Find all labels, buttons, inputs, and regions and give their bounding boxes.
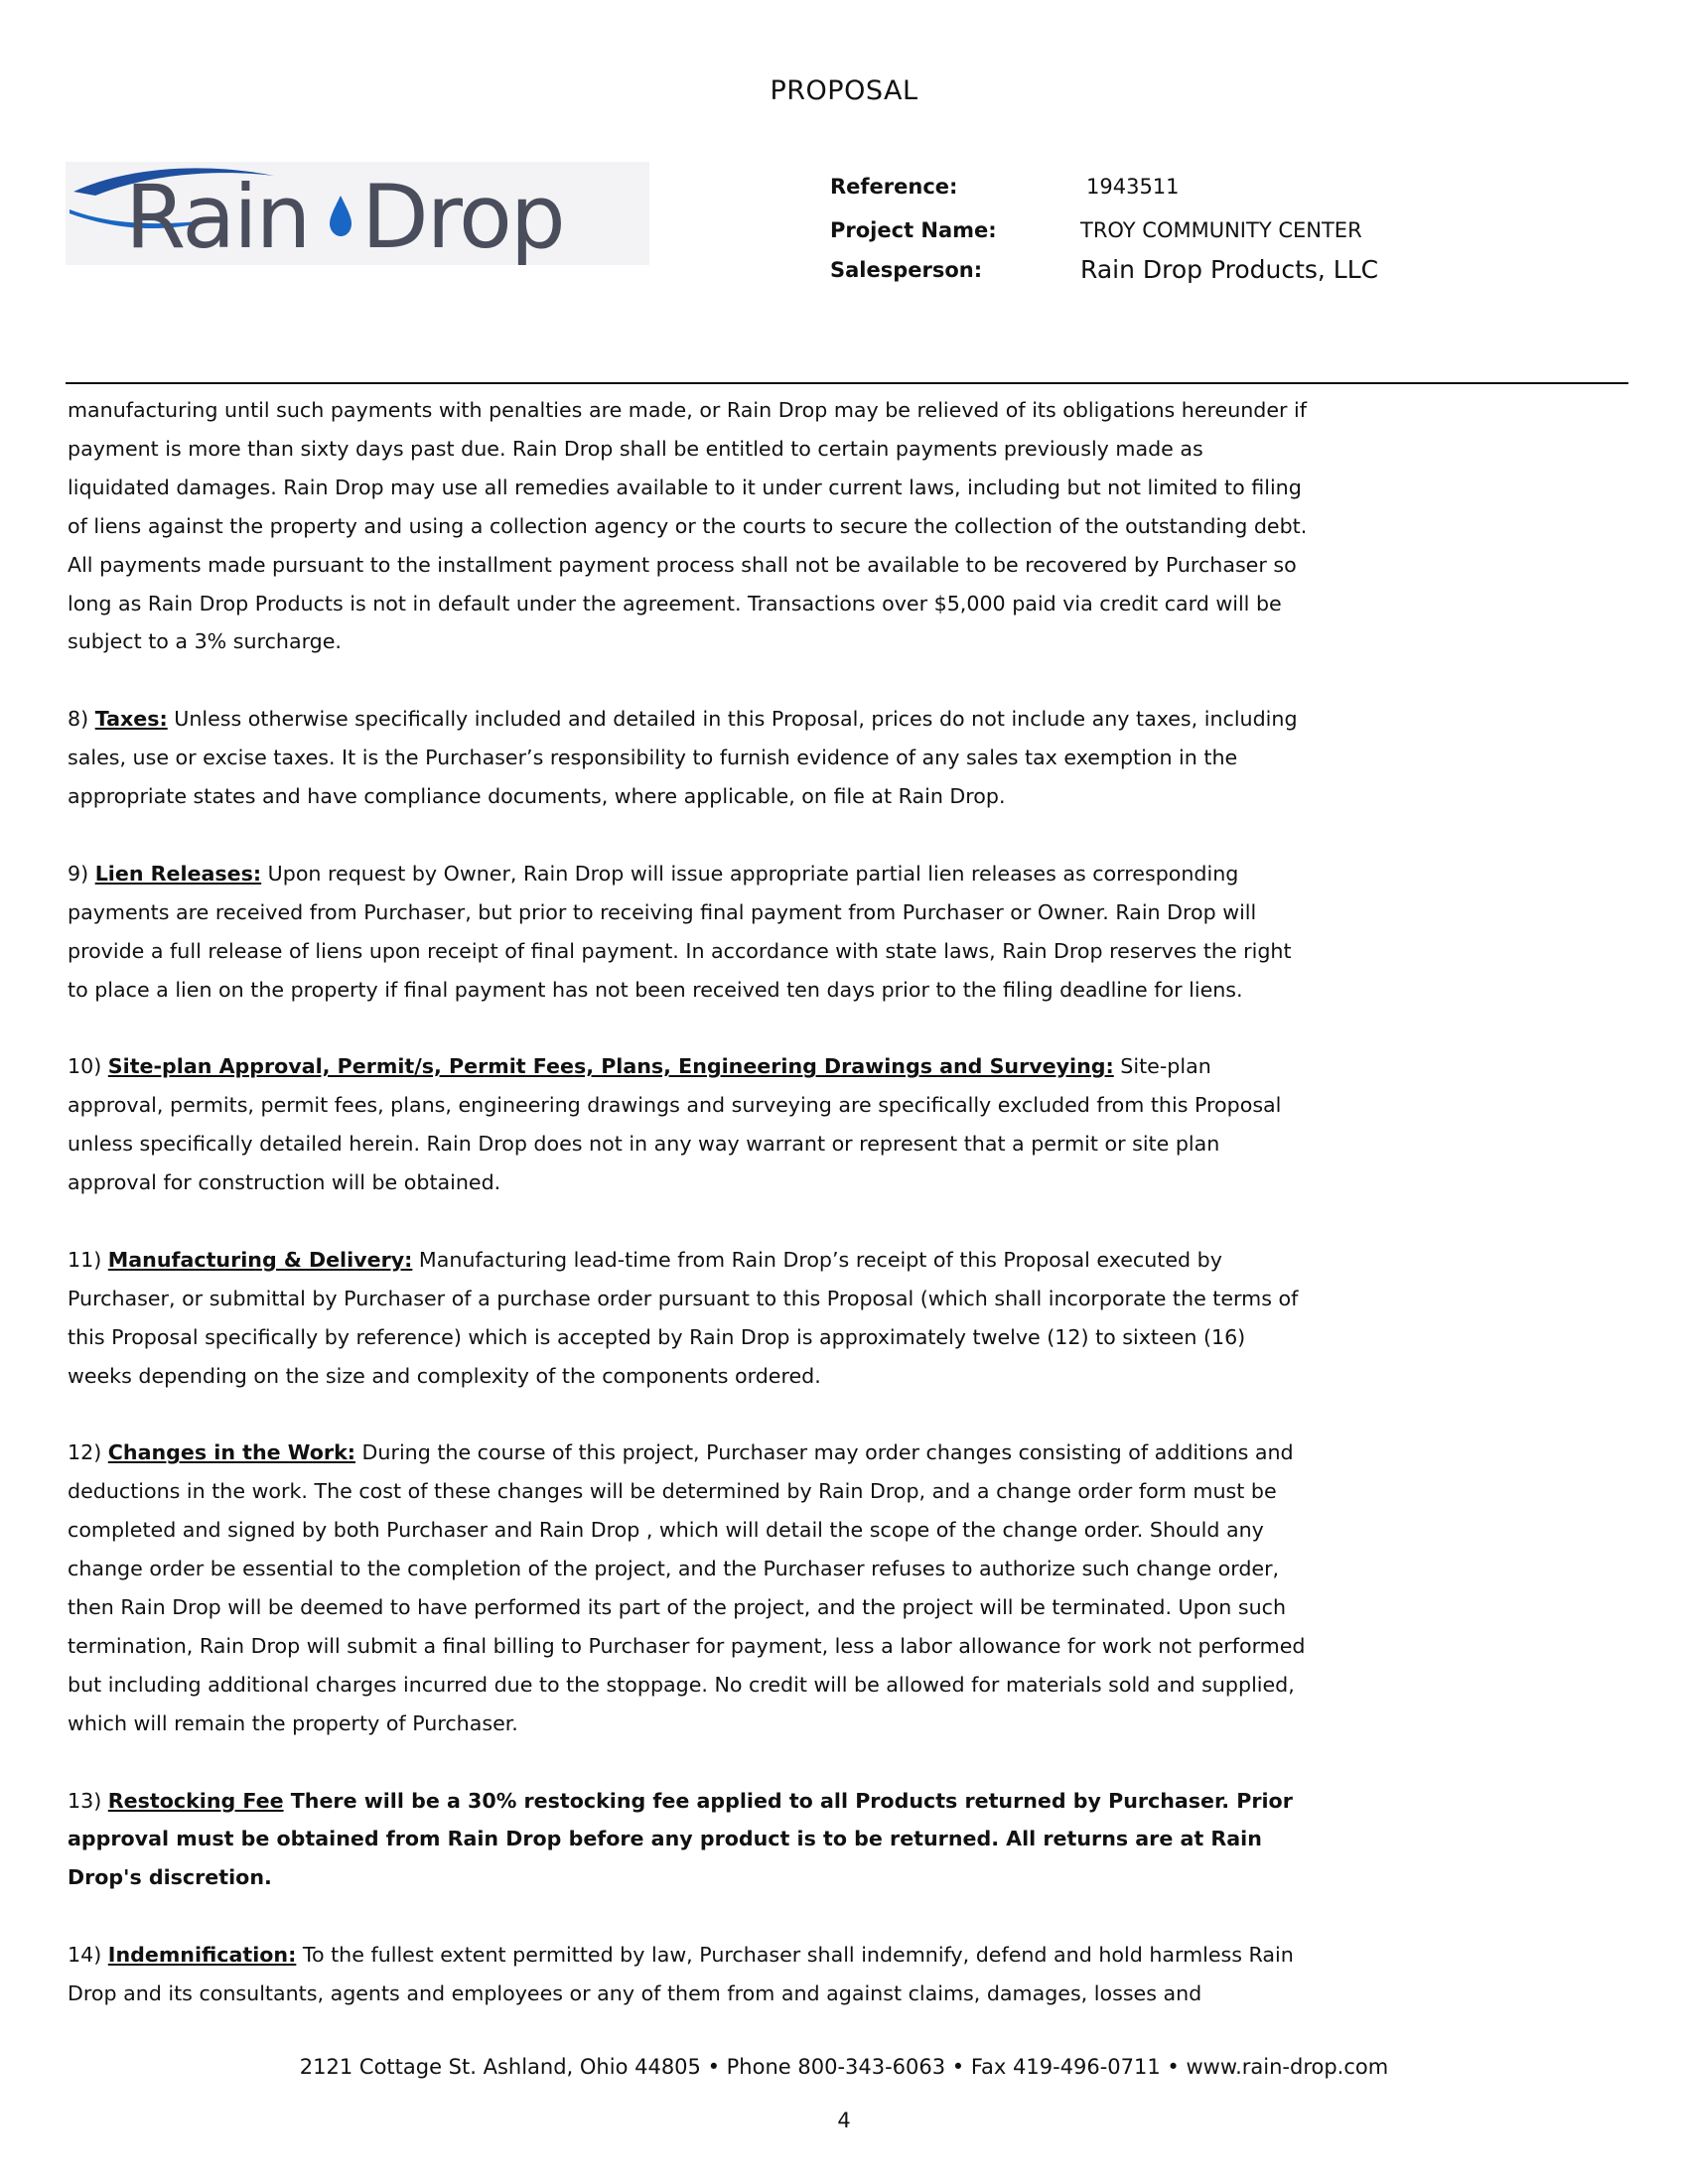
rain-drop-logo xyxy=(66,162,649,265)
project-name-value: TROY COMMUNITY CENTER xyxy=(1080,218,1362,242)
section-number: 11) xyxy=(68,1247,108,1272)
section-text: During the course of this project, Purchaser may order changes consisting of additions and deductions in the work. The cost of these changes will be determined by Rain Drop, and a change order form must be completed and signed by both Purchaser and Rain Drop , which will detail the scope of the change order. Should any change order be essential to the completion of the project, and the Purchaser refuses to authorize such change order, then Rain Drop will be deemed to have performed its part of the project, and the project will be terminated. Upon such termination, Rain Drop will submit a final billing to Purchaser for payment, less a labor allowance for work not performed but including additional charges incurred due to the stoppage. No credit will be allowed for materials sold and supplied, which will remain the property of Purchaser. xyxy=(68,1440,1306,1735)
project-name-label: Project Name: xyxy=(830,218,997,242)
section-heading: Indemnification: xyxy=(107,1943,297,1968)
section-text: Site-plan approval, permits, permit fees, plans, engineering drawings and surveying are specifically excluded from this Proposal unless specifically detailed herein. Rain Drop does not in any way warrant or represent that a permit or site plan approval for construction will be obtained. xyxy=(68,1054,1282,1195)
logo-text-rain: Rain xyxy=(125,166,310,265)
section-manufacturing-delivery xyxy=(68,1241,1309,1396)
section-heading: Changes in the Work: xyxy=(107,1440,356,1465)
footer-contact: 2121 Cottage St. Ashland, Ohio 44805 • Phone 800-343-6063 • Fax 419-496-0711 • www.rain-drop.com xyxy=(299,2055,1389,2079)
section-text: There will be a 30% restocking fee applied to all Products returned by Purchaser. Prior approval must be obtained from Rain Drop before any product is to be returned. All returns are at Rain Drop's discretion. xyxy=(68,1788,1293,1890)
section-heading: Lien Releases: xyxy=(94,861,262,886)
section-taxes xyxy=(68,700,1309,816)
section-heading: Site-plan Approval, Permit/s, Permit Fees, Plans, Engineering Drawings and Surveying: xyxy=(107,1054,1114,1079)
intro-paragraph: manufacturing until such payments with penalties are made, or Rain Drop may be relieved of its obligations hereunder if payment is more than sixty days past due. Rain Drop shall be entitled to certain payments previously made as liquidated damages. Rain Drop may use all remedies available to it under current laws, including but not limited to filing of liens against the property and using a collection agency or the courts to secure the collection of the outstanding debt. All payments made pursuant to the installment payment process shall not be available to be recovered by Purchaser so long as Rain Drop Products is not in default under the agreement. Transactions over $5,000 paid via credit card will be subject to a 3% surcharge. xyxy=(68,398,1308,654)
salesperson-value: Rain Drop Products, LLC xyxy=(1080,255,1379,284)
section-heading: Manufacturing & Delivery: xyxy=(107,1247,413,1272)
section-text: To the fullest extent permitted by law, Purchaser shall indemnify, defend and hold harmless Rain Drop and its consultants, agents and employees or any of them from and against claims, damages, losses and xyxy=(68,1943,1294,2006)
page-number: 4 xyxy=(837,2109,851,2132)
reference-value: 1943511 xyxy=(1086,175,1180,199)
section-changes-in-work xyxy=(68,1433,1309,1742)
section-number: 14) xyxy=(68,1943,108,1968)
page-title: PROPOSAL xyxy=(770,75,918,106)
section-indemnification xyxy=(68,1936,1309,2013)
section-text: Manufacturing lead-time from Rain Drop’s receipt of this Proposal executed by Purchaser, or submittal by Purchaser of a purchase order pursuant to this Proposal (which shall incorporate the terms of this Proposal specifically by reference) which is accepted by Rain Drop is approximately twelve (12) to sixteen (16) weeks depending on the size and complexity of the components ordered. xyxy=(68,1247,1299,1388)
section-restocking-fee xyxy=(68,1782,1309,1898)
section-heading: Restocking Fee xyxy=(107,1788,284,1813)
raindrop-icon xyxy=(330,196,352,236)
project-name-row xyxy=(830,218,1545,258)
salesperson-label: Salesperson: xyxy=(830,258,983,282)
section-number: 13) xyxy=(68,1788,108,1813)
section-site-plan-approval xyxy=(68,1047,1309,1202)
header-divider xyxy=(66,382,1628,384)
section-text: Unless otherwise specifically included and detailed in this Proposal, prices do not include any taxes, including sales, use or excise taxes. It is the Purchaser’s responsibility to furnish evidence of any sales tax exemption in the appropriate states and have compliance documents, where applicable, on file at Rain Drop. xyxy=(68,707,1298,809)
section-text: Upon request by Owner, Rain Drop will issue appropriate partial lien releases as corresponding payments are received from Purchaser, but prior to receiving final payment from Purchaser or Owner. Rain Drop will provide a full release of liens upon receipt of final payment. In accordance with state laws, Rain Drop reserves the right to place a lien on the property if final payment has not been received ten days prior to the filing deadline for liens. xyxy=(68,861,1292,1002)
section-heading: Taxes: xyxy=(94,707,168,732)
proposal-body xyxy=(68,391,1309,2052)
section-number: 10) xyxy=(68,1054,108,1079)
section-number: 9) xyxy=(68,861,95,886)
section-number: 8) xyxy=(68,707,95,732)
section-number: 12) xyxy=(68,1440,108,1465)
reference-row xyxy=(830,175,1545,214)
logo-text-drop: Drop xyxy=(361,166,564,265)
section-lien-releases xyxy=(68,855,1309,1010)
salesperson-row xyxy=(830,255,1545,298)
reference-label: Reference: xyxy=(830,175,958,199)
logo-graphic xyxy=(66,162,649,265)
